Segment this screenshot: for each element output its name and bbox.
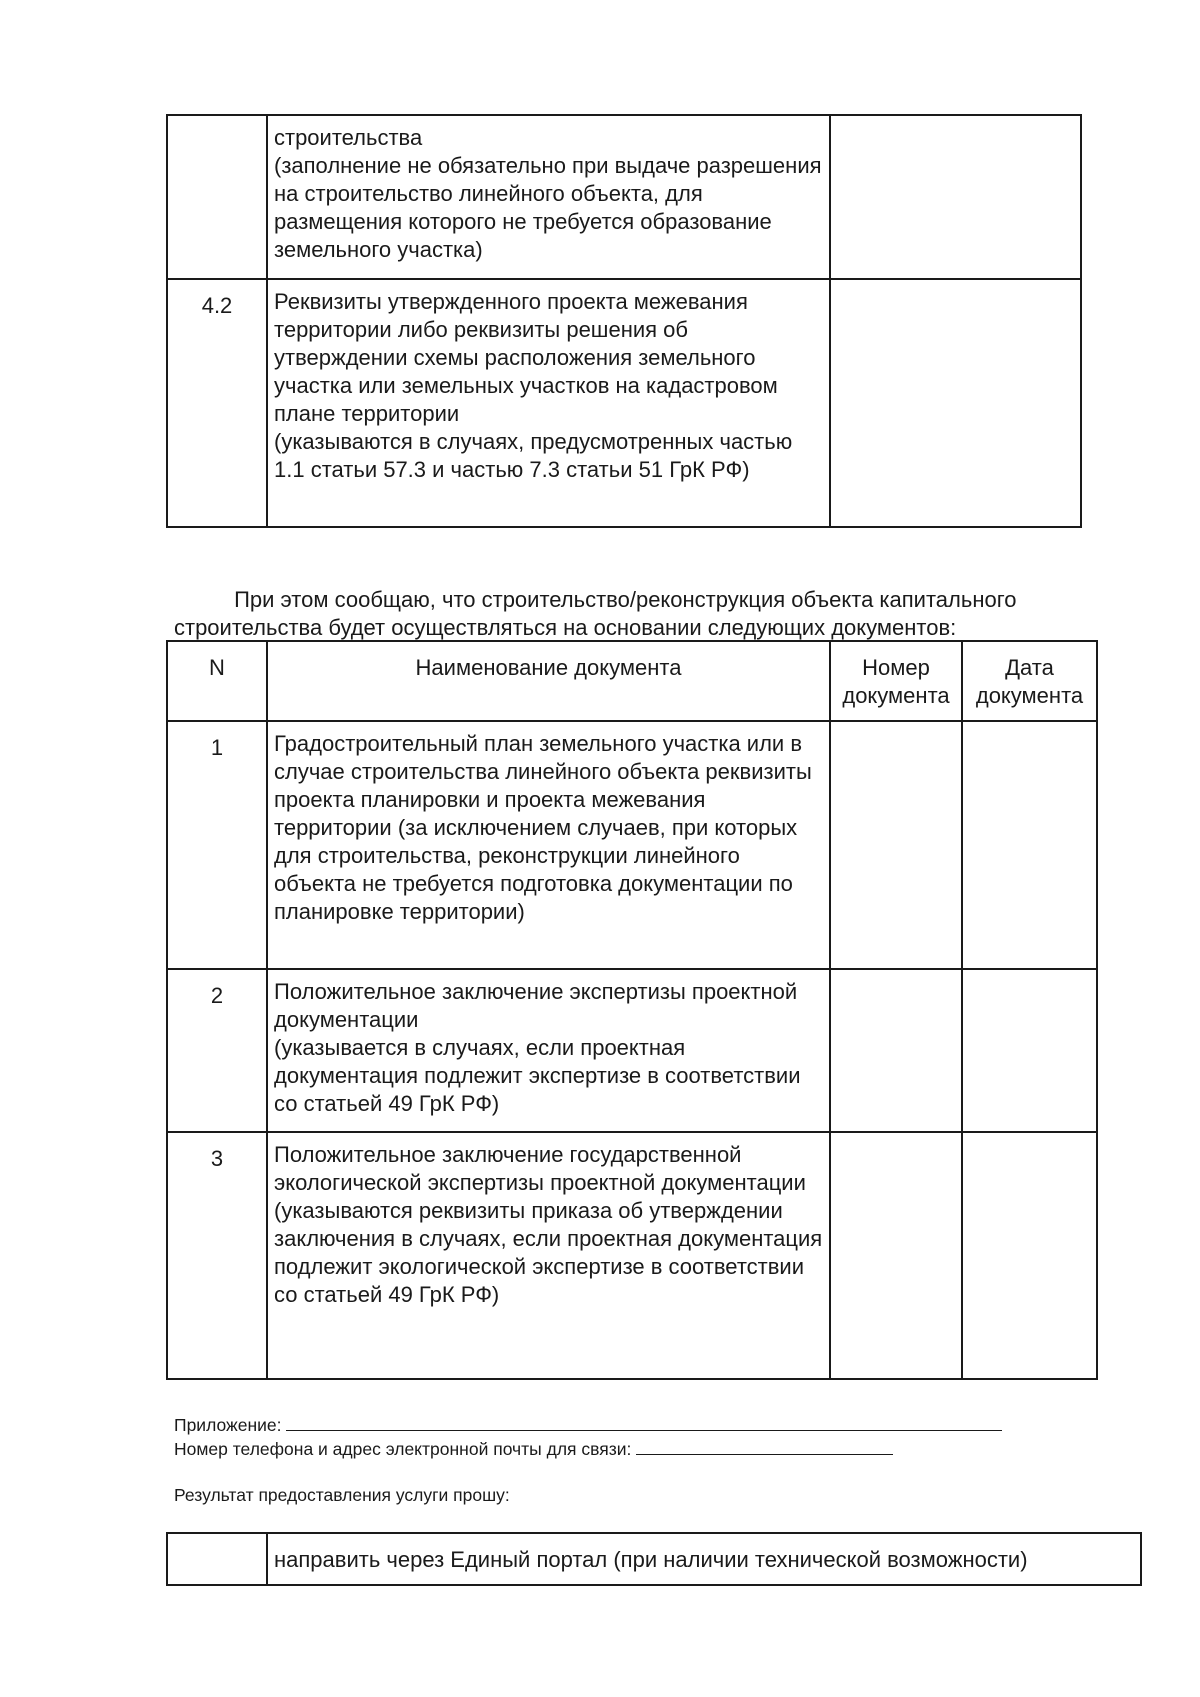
attachment-line — [174, 1414, 1002, 1436]
table-row — [167, 1533, 1141, 1585]
result-label: Результат предоставления услуги прошу: — [174, 1485, 510, 1505]
table-row — [167, 279, 1081, 527]
contact-line — [174, 1438, 893, 1460]
table-row — [167, 969, 1097, 1132]
option-label-cell: направить через Единый портал (при наличии технической возможности) — [267, 1533, 1141, 1585]
row-description-cell: строительства (заполнение не обязательно при выдаче разрешения на строительство линейного объекта, для размещения которого не требуется образование земельного участка) — [267, 115, 830, 279]
table-row — [167, 721, 1097, 969]
row-description-cell: Реквизиты утвержденного проекта межевания территории либо реквизиты решения об утверждении схемы расположения земельного участка или земельных участков на кадастровом плане территории (указываются в случаях, предусмотренных частью 1.1 статьи 57.3 и частью 7.3 статьи 51 ГрК РФ) — [267, 279, 830, 527]
attachment-field[interactable] — [286, 1416, 1002, 1431]
statement-text: При этом сообщаю, что строительство/реконструкция объекта капитального строительства будет осуществляться на основании следующих документов: — [174, 587, 1017, 640]
table-header-row — [167, 641, 1097, 721]
row-value-field[interactable] — [830, 115, 1081, 279]
header-name: Наименование документа — [267, 641, 830, 721]
row-name-cell: Положительное заключение экспертизы проектной документации (указывается в случаях, если проектная документация подлежит экспертизе в соответствии со статьей 49 ГрК РФ) — [267, 969, 830, 1132]
doc-number-field[interactable] — [830, 721, 962, 969]
doc-number-field[interactable] — [830, 1132, 962, 1379]
table-row — [167, 1132, 1097, 1379]
row-value-field[interactable] — [830, 279, 1081, 527]
doc-date-field[interactable] — [962, 1132, 1097, 1379]
header-num: N — [167, 641, 267, 721]
documents-table — [166, 640, 1098, 1380]
option-checkbox-cell[interactable] — [167, 1533, 267, 1585]
header-doc-date: Дата документа — [962, 641, 1097, 721]
contact-label: Номер телефона и адрес электронной почты для связи: — [174, 1439, 632, 1459]
row-number-cell: 3 — [167, 1132, 267, 1379]
statement-paragraph — [174, 558, 1134, 642]
header-doc-number: Номер документа — [830, 641, 962, 721]
table-row — [167, 115, 1081, 279]
row-number-cell: 2 — [167, 969, 267, 1132]
result-option-table — [166, 1532, 1142, 1586]
doc-number-field[interactable] — [830, 969, 962, 1132]
row-name-cell: Градостроительный план земельного участка или в случае строительства линейного объекта реквизиты проекта планировки и проекта межевания территории (за исключением случаев, при которых для строительства, реконструкции линейного объекта не требуется подготовка документации по планировке территории) — [267, 721, 830, 969]
doc-date-field[interactable] — [962, 721, 1097, 969]
row-number-cell: 4.2 — [167, 279, 267, 527]
contact-field[interactable] — [636, 1440, 893, 1455]
construction-details-table — [166, 114, 1082, 528]
doc-date-field[interactable] — [962, 969, 1097, 1132]
row-number-cell — [167, 115, 267, 279]
row-number-cell: 1 — [167, 721, 267, 969]
attachment-label: Приложение: — [174, 1415, 282, 1435]
row-name-cell: Положительное заключение государственной экологической экспертизы проектной документации (указываются реквизиты приказа об утверждении заключения в случаях, если проектная документация подлежит экологической экспертизе в соответствии со статьей 49 ГрК РФ) — [267, 1132, 830, 1379]
